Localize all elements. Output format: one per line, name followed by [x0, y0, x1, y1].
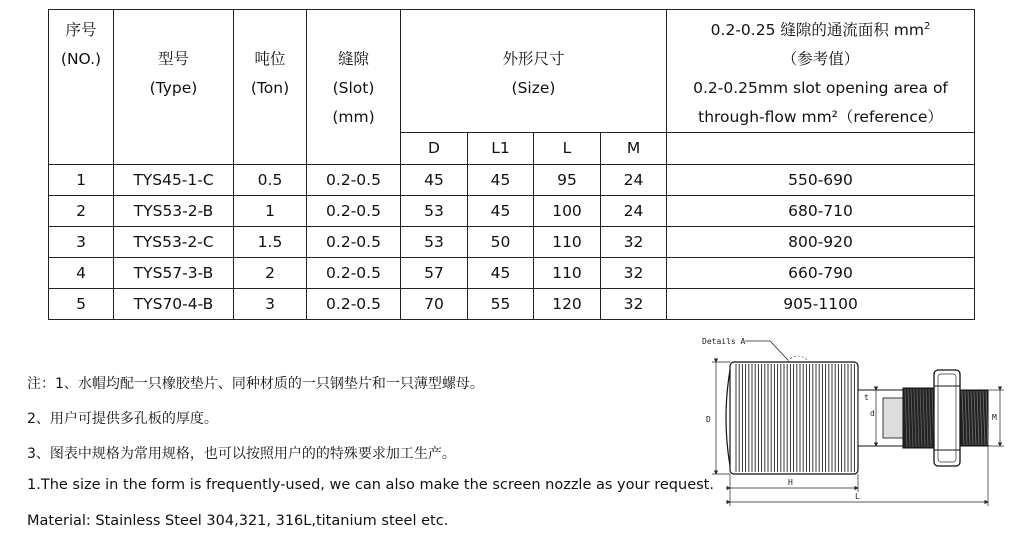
header-D: D [401, 133, 468, 165]
cell-area: 680-710 [667, 196, 975, 227]
cell-type: TYS53-2-B [114, 196, 234, 227]
dim-M-label: M [992, 413, 997, 422]
table-row [49, 227, 975, 258]
cell-slot: 0.2-0.5 [307, 196, 401, 227]
cell-no: 2 [49, 196, 114, 227]
header-type: 型号 (Type) [114, 10, 234, 165]
cell-l1: 50 [468, 227, 534, 258]
dim-L-label: L [855, 492, 860, 501]
cell-l: 95 [534, 165, 601, 196]
cell-d: 53 [401, 227, 468, 258]
header-size: 外形尺寸 (Size) [401, 10, 667, 133]
table-row [49, 258, 975, 289]
note-3: 3、图表中规格为常用规格，也可以按照用户的的特殊要求加工生产。 [27, 446, 456, 462]
header-L1: L1 [468, 133, 534, 165]
cell-ton: 0.5 [234, 165, 307, 196]
cell-no: 1 [49, 165, 114, 196]
cell-slot: 0.2-0.5 [307, 289, 401, 320]
cell-l1: 45 [468, 258, 534, 289]
header-M: M [601, 133, 667, 165]
spec-table [48, 9, 975, 320]
cell-type: TYS53-2-C [114, 227, 234, 258]
table-row [49, 196, 975, 227]
end-thread [960, 390, 988, 446]
cell-m: 24 [601, 165, 667, 196]
cell-no: 3 [49, 227, 114, 258]
dim-D-label: D [706, 415, 711, 424]
cell-type: TYS57-3-B [114, 258, 234, 289]
header-slot: 缝隙 (Slot) (mm) [307, 10, 401, 165]
cell-m: 32 [601, 227, 667, 258]
cell-l: 100 [534, 196, 601, 227]
cell-no: 5 [49, 289, 114, 320]
cell-l: 120 [534, 289, 601, 320]
cell-d: 45 [401, 165, 468, 196]
cell-slot: 0.2-0.5 [307, 165, 401, 196]
cell-l1: 45 [468, 196, 534, 227]
details-label: Details A [702, 337, 746, 346]
cell-l1: 45 [468, 165, 534, 196]
dim-H-label: H [788, 478, 793, 487]
cell-slot: 0.2-0.5 [307, 227, 401, 258]
header-area-blank [667, 133, 975, 165]
header-L: L [534, 133, 601, 165]
cell-d: 70 [401, 289, 468, 320]
note-2: 2、用户可提供多孔板的厚度。 [27, 411, 218, 427]
dim-t-label: t [864, 393, 869, 402]
cell-slot: 0.2-0.5 [307, 258, 401, 289]
note-en-1: 1.The size in the form is frequently-used, we can also make the screen nozzle as your request. [27, 477, 714, 493]
nut [934, 370, 960, 466]
note-en-2: Material: Stainless Steel 304,321, 316L,titanium steel etc. [27, 513, 449, 529]
cell-type: TYS70-4-B [114, 289, 234, 320]
cell-area: 550-690 [667, 165, 975, 196]
cell-no: 4 [49, 258, 114, 289]
cell-area: 905-1100 [667, 289, 975, 320]
cell-d: 53 [401, 196, 468, 227]
cell-l1: 55 [468, 289, 534, 320]
cell-l: 110 [534, 258, 601, 289]
cell-m: 32 [601, 289, 667, 320]
cell-m: 32 [601, 258, 667, 289]
header-no: 序号 (NO.) [49, 10, 114, 165]
cell-m: 24 [601, 196, 667, 227]
note-1: 注：1、水帽均配一只橡胶垫片、同种材质的一只钢垫片和一只薄型螺母。 [27, 376, 484, 392]
cell-ton: 1.5 [234, 227, 307, 258]
cell-type: TYS45-1-C [114, 165, 234, 196]
table-row [49, 289, 975, 320]
cell-l: 110 [534, 227, 601, 258]
cell-d: 57 [401, 258, 468, 289]
cell-ton: 1 [234, 196, 307, 227]
header-area: 0.2-0.25 缝隙的通流面积 $mm^2$ （参考值） 0.2-0.25mm slot opening area of through-flow mm²（reference） [667, 10, 975, 133]
header-ton: 吨位 (Ton) [234, 10, 307, 165]
cell-ton: 2 [234, 258, 307, 289]
details-leader [745, 341, 788, 360]
nozzle-drawing [700, 330, 1010, 510]
cell-area: 800-920 [667, 227, 975, 258]
screen-cap [726, 362, 858, 474]
dim-d-label: d [870, 409, 875, 418]
cell-ton: 3 [234, 289, 307, 320]
table-row [49, 165, 975, 196]
cell-area: 660-790 [667, 258, 975, 289]
